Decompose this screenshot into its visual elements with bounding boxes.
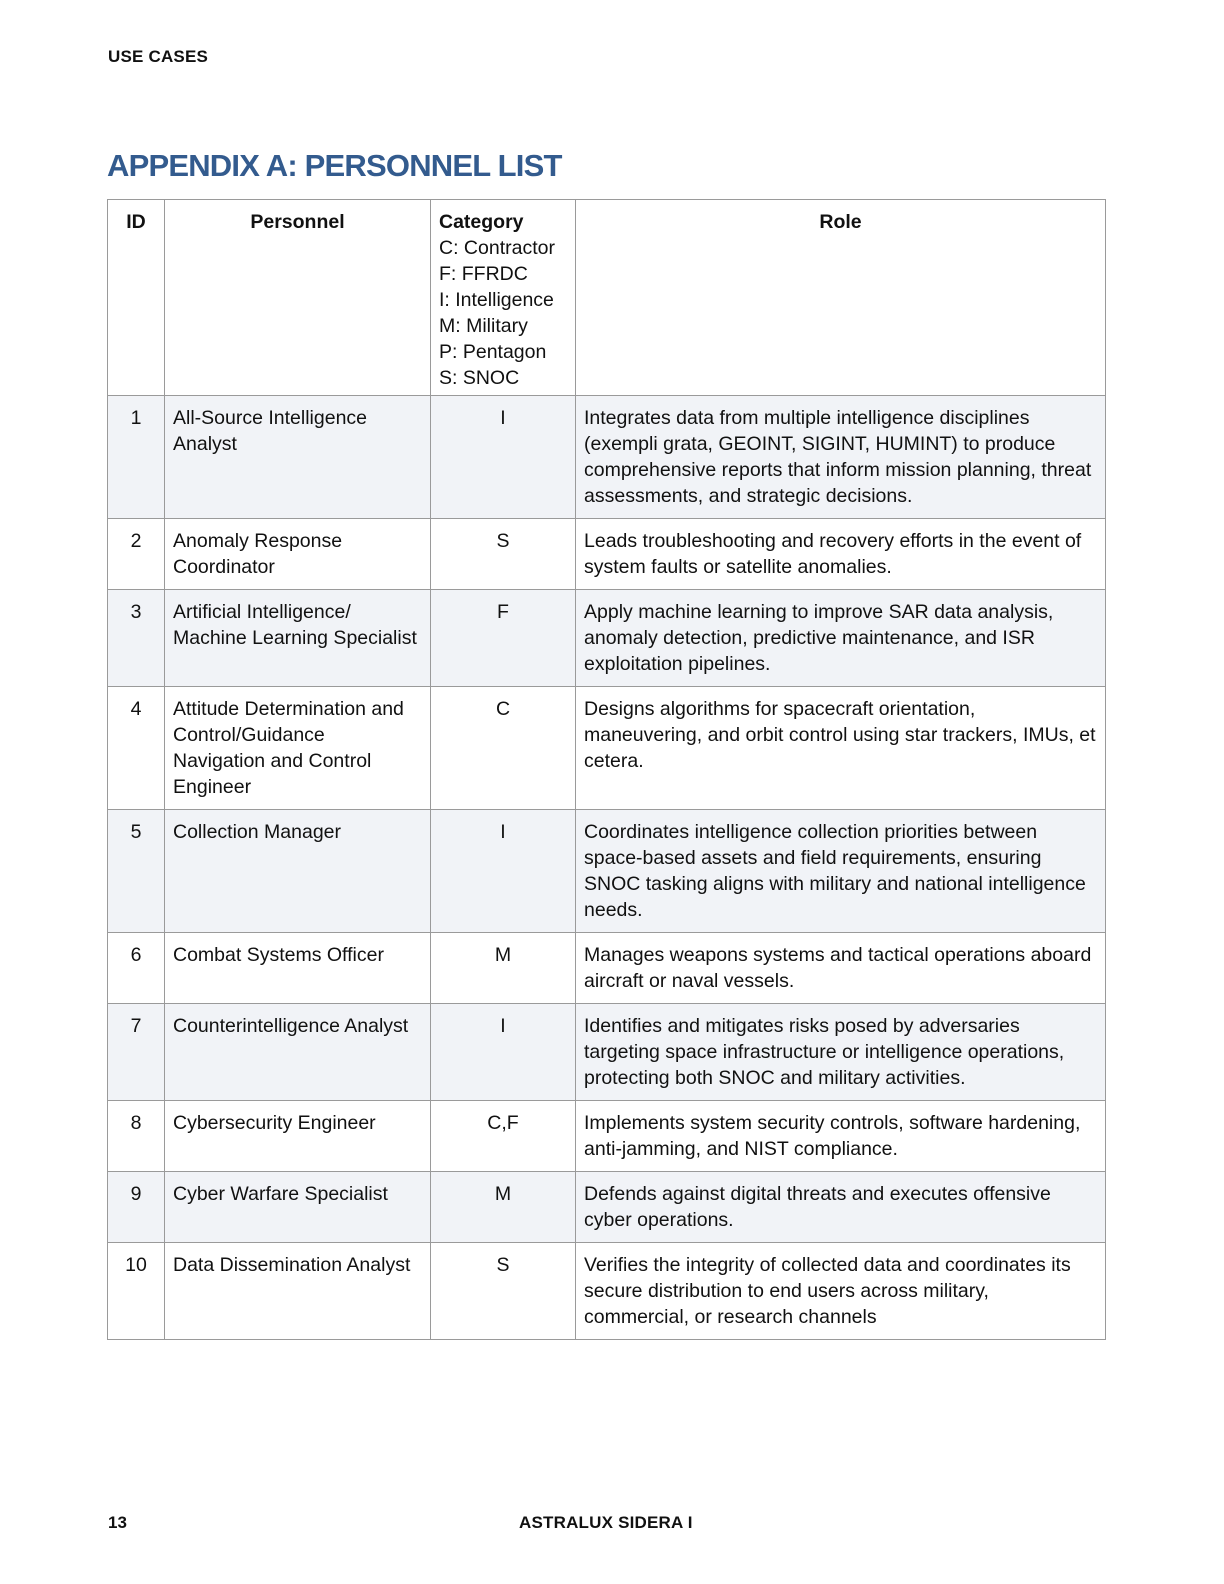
cell-personnel: All-Source Intelligence Analyst bbox=[165, 396, 431, 519]
cell-category: S bbox=[431, 519, 576, 590]
cell-role: Verifies the integrity of collected data and coordinates its secure distribution to end users across military, commercial, or research channels bbox=[576, 1243, 1106, 1340]
cell-category: I bbox=[431, 810, 576, 933]
cell-category: C bbox=[431, 687, 576, 810]
cell-personnel: Cybersecurity Engineer bbox=[165, 1101, 431, 1172]
cell-category: I bbox=[431, 396, 576, 519]
cell-role: Implements system security controls, software hardening, anti-jamming, and NIST compliance. bbox=[576, 1101, 1106, 1172]
column-header-role: Role bbox=[576, 200, 1106, 396]
category-legend-item: F: FFRDC bbox=[439, 263, 528, 285]
cell-role: Apply machine learning to improve SAR data analysis, anomaly detection, predictive maintenance, and ISR exploitation pipelines. bbox=[576, 590, 1106, 687]
cell-personnel: Artificial Intelligence/ Machine Learning Specialist bbox=[165, 590, 431, 687]
cell-role: Identifies and mitigates risks posed by adversaries targeting space infrastructure or intelligence operations, protecting both SNOC and military activities. bbox=[576, 1004, 1106, 1101]
cell-id: 4 bbox=[108, 687, 165, 810]
table-row bbox=[108, 687, 1106, 810]
table-row bbox=[108, 519, 1106, 590]
category-legend-item: C: Contractor bbox=[439, 237, 555, 259]
table-row bbox=[108, 1101, 1106, 1172]
cell-personnel: Cyber Warfare Specialist bbox=[165, 1172, 431, 1243]
cell-category: F bbox=[431, 590, 576, 687]
cell-category: S bbox=[431, 1243, 576, 1340]
cell-role: Coordinates intelligence collection priorities between space-based assets and field requirements, ensuring SNOC tasking aligns with military and national intelligence needs. bbox=[576, 810, 1106, 933]
cell-id: 5 bbox=[108, 810, 165, 933]
table-row bbox=[108, 590, 1106, 687]
cell-id: 6 bbox=[108, 933, 165, 1004]
cell-id: 3 bbox=[108, 590, 165, 687]
table-row bbox=[108, 1004, 1106, 1101]
column-header-category bbox=[431, 200, 576, 396]
page-title: APPENDIX A: PERSONNEL LIST bbox=[107, 148, 562, 183]
cell-id: 2 bbox=[108, 519, 165, 590]
category-legend-item: I: Intelligence bbox=[439, 289, 554, 311]
cell-category: M bbox=[431, 1172, 576, 1243]
cell-personnel: Collection Manager bbox=[165, 810, 431, 933]
cell-category: I bbox=[431, 1004, 576, 1101]
category-legend-item: P: Pentagon bbox=[439, 341, 547, 363]
running-header: USE CASES bbox=[108, 47, 209, 66]
cell-role: Manages weapons systems and tactical operations aboard aircraft or naval vessels. bbox=[576, 933, 1106, 1004]
table-row bbox=[108, 1172, 1106, 1243]
cell-role: Integrates data from multiple intelligence disciplines (exempli grata, GEOINT, SIGINT, HUMINT) to produce comprehensive reports that inform mission planning, threat assessments, and strategic decisions. bbox=[576, 396, 1106, 519]
cell-personnel: Anomaly Response Coordinator bbox=[165, 519, 431, 590]
cell-role: Defends against digital threats and executes offensive cyber operations. bbox=[576, 1172, 1106, 1243]
page-number: 13 bbox=[108, 1513, 127, 1532]
cell-id: 9 bbox=[108, 1172, 165, 1243]
column-header-personnel: Personnel bbox=[165, 200, 431, 396]
category-legend-item: M: Military bbox=[439, 315, 528, 337]
cell-personnel: Data Dissemination Analyst bbox=[165, 1243, 431, 1340]
cell-id: 8 bbox=[108, 1101, 165, 1172]
table-header-row bbox=[108, 200, 1106, 396]
cell-role: Leads troubleshooting and recovery efforts in the event of system faults or satellite anomalies. bbox=[576, 519, 1106, 590]
footer-document-title: ASTRALUX SIDERA I bbox=[519, 1513, 693, 1532]
table-row bbox=[108, 810, 1106, 933]
cell-id: 7 bbox=[108, 1004, 165, 1101]
table-row bbox=[108, 933, 1106, 1004]
column-header-id: ID bbox=[108, 200, 165, 396]
table-row bbox=[108, 396, 1106, 519]
cell-personnel: Attitude Determination and Control/Guidance Navigation and Control Engineer bbox=[165, 687, 431, 810]
category-title: Category bbox=[439, 211, 524, 233]
personnel-table bbox=[107, 199, 1106, 1340]
category-legend-item: S: SNOC bbox=[439, 367, 520, 389]
cell-role: Designs algorithms for spacecraft orientation, maneuvering, and orbit control using star trackers, IMUs, et cetera. bbox=[576, 687, 1106, 810]
cell-id: 1 bbox=[108, 396, 165, 519]
cell-personnel: Counterintelligence Analyst bbox=[165, 1004, 431, 1101]
cell-category: C,F bbox=[431, 1101, 576, 1172]
table-row bbox=[108, 1243, 1106, 1340]
cell-id: 10 bbox=[108, 1243, 165, 1340]
cell-category: M bbox=[431, 933, 576, 1004]
cell-personnel: Combat Systems Officer bbox=[165, 933, 431, 1004]
